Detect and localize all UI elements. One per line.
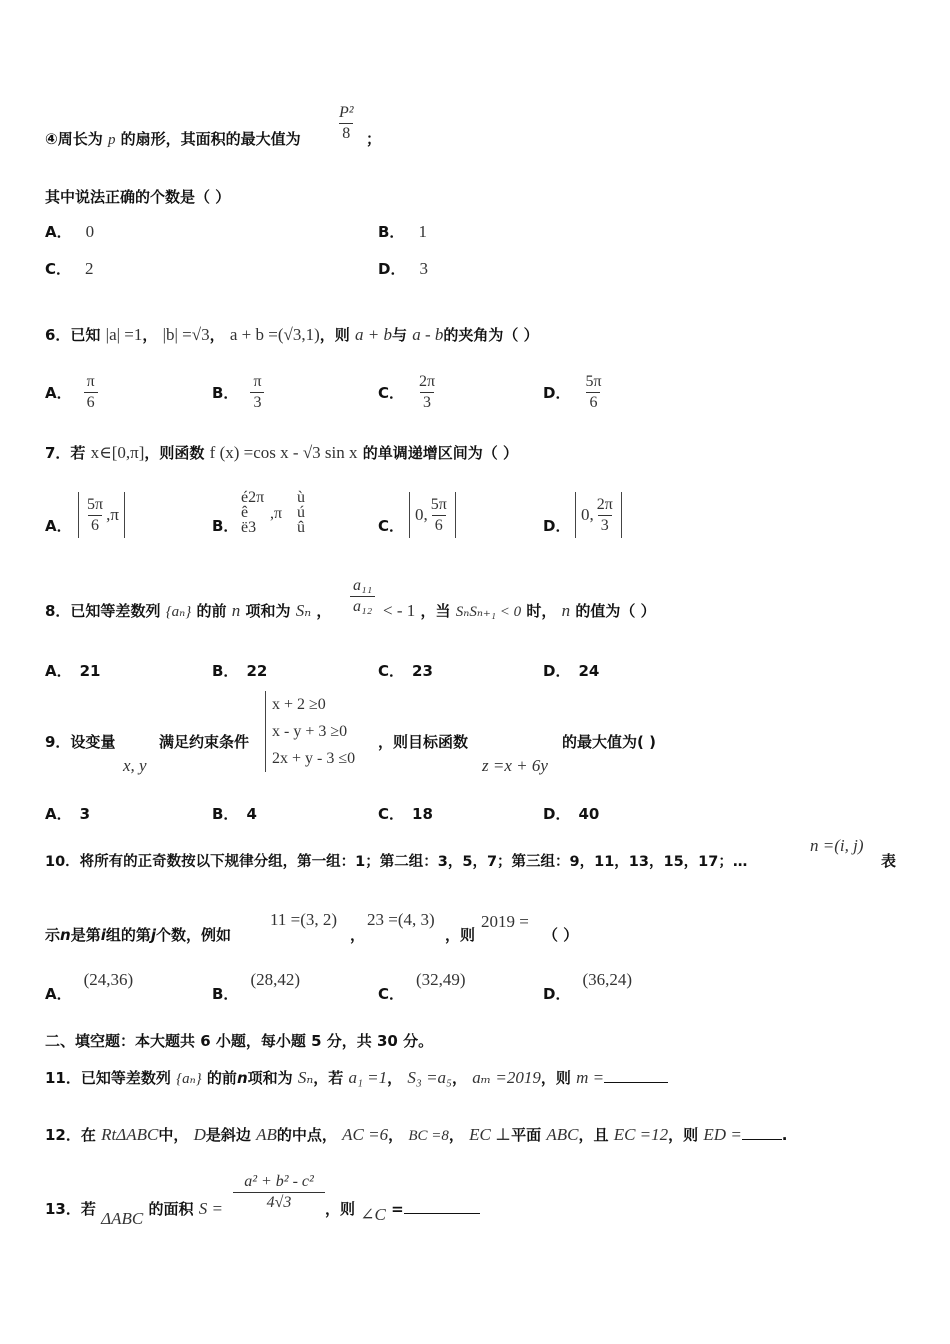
- item4-end: ；: [366, 130, 382, 148]
- q13-stem-a: 13．若 ΔABC 的面积 S =: [45, 1199, 223, 1228]
- q10-line2: 示n是第i组的第j个数，例如: [45, 926, 232, 944]
- q6-abs-b: |b| =√3: [162, 325, 210, 344]
- q6-option-d[interactable]: D． $\frac{5\pi}{6}$: [543, 373, 602, 411]
- q12-answer-blank[interactable]: [742, 1139, 782, 1140]
- q9-option-b[interactable]: B． 4: [212, 805, 257, 823]
- q6-option-b[interactable]: B． $\frac{\pi}{3}$: [212, 372, 265, 413]
- q10-option-b[interactable]: B．(28,42): [212, 970, 301, 1003]
- q7-option-b[interactable]: é2π ê ë3: [241, 489, 265, 536]
- item4-fraction: $\frac{\text{P²}}{8}$: [339, 104, 354, 142]
- option-d[interactable]: D． 3: [378, 259, 428, 278]
- q9-objective: z =x + 6y: [482, 756, 548, 775]
- q10-option-c[interactable]: C．(32,49): [378, 970, 466, 1003]
- question-count-stem: 其中说法正确的个数是（ ）: [45, 188, 231, 206]
- q10-question: 2019 =: [481, 912, 529, 931]
- option-a[interactable]: A． 0: [45, 222, 95, 241]
- q6-option-a[interactable]: A． $\frac{\pi}{6}$: [45, 372, 98, 413]
- q8-option-c[interactable]: C． 23: [378, 662, 433, 680]
- q8-option-b[interactable]: B． 22: [212, 662, 268, 680]
- section-heading: 二、填空题：本大题共 6 小题，每小题 5 分，共 30 分。: [45, 1032, 434, 1050]
- q8-option-d[interactable]: D． 24: [543, 662, 600, 680]
- q13-fraction: $\frac{\text{a² + b² - c²}}{4√3}$: [233, 1172, 325, 1213]
- option-c[interactable]: C． 2: [45, 259, 94, 278]
- q9-num: 9．设变量: [45, 733, 116, 751]
- q9-option-d[interactable]: D． 40: [543, 805, 600, 823]
- q7-function: f (x) =cos x - √3 sin x: [209, 443, 358, 462]
- q8-fraction: $\frac{\text{a₁₁}}{\text{a₁₂}}$: [350, 576, 375, 617]
- q11-answer-blank[interactable]: [604, 1082, 668, 1083]
- q6-stem: 6．已知 |a| =1， |b| =√3， a + b =(√3,1)，则 a + b与 a - b的夹角为（ ）: [45, 325, 539, 344]
- option-b[interactable]: B． 1: [378, 222, 427, 241]
- q7-option-a[interactable]: $\frac{5\pi}{6}$ ,π: [78, 492, 125, 538]
- q7-option-c-label[interactable]: C．: [378, 517, 405, 535]
- item4-mid: 的扇形，其面积的最大值为: [120, 130, 301, 148]
- q6-vector-sum: a + b =(√3,1): [229, 325, 320, 344]
- q8-option-a[interactable]: A． 21: [45, 662, 101, 680]
- q9-vars: x, y: [123, 756, 147, 775]
- q7-option-b-label[interactable]: B．: [212, 517, 239, 535]
- q9-constraints: x + 2 ≥0 x - y + 3 ≥0 2x + y - 3 ≤0: [265, 691, 355, 772]
- item4-line: [45, 128, 301, 149]
- q12-stem: 12．在 RtΔABC中， D是斜边 AB的中点， AC =6， BC =8， EC ⊥平面 ABC，且 EC =12，则 ED = .: [45, 1125, 788, 1144]
- q7-option-c[interactable]: 0, $\frac{5\pi}{6}$: [409, 492, 456, 538]
- q8-stem-b: < - 1 ，当 SₙSₙ₊₁ < 0 时， n 的值为（ ）: [383, 601, 656, 620]
- item4-label: ④周长为: [45, 130, 103, 148]
- q13-stem-b: ，则 ∠C =: [325, 1198, 480, 1219]
- q6-option-c[interactable]: C． $\frac{2\pi}{3}$: [378, 373, 436, 411]
- q7-stem: 7．若 x∈[0,π]，则函数 f (x) =cos x - √3 sin x 的单调递增区间为（ ）: [45, 443, 518, 462]
- q9-option-c[interactable]: C． 18: [378, 805, 433, 823]
- q10-option-d[interactable]: D．(36,24): [543, 970, 633, 1003]
- q11-stem: 11．已知等差数列 {aₙ} 的前n项和为 Sₙ，若 a₁ =1， S₃ =a₅， aₘ =2019，则 m =: [45, 1067, 668, 1088]
- q7-option-b-right: ù ú û: [297, 489, 305, 536]
- q8-stem-a: 8．已知等差数列 {aₙ} 的前 n 项和为 Sₙ ，: [45, 601, 332, 620]
- q10-pair: n =(i, j): [810, 836, 864, 855]
- q7-option-a-label[interactable]: A．: [45, 517, 72, 535]
- q13-answer-blank[interactable]: [404, 1213, 480, 1214]
- q6-abs-a: |a| =1: [105, 325, 143, 344]
- q9-option-a[interactable]: A． 3: [45, 805, 91, 823]
- q10-line1: 10．将所有的正奇数按以下规律分组，第一组：1；第二组：3，5，7；第三组：9，11，13，15，17；…: [45, 854, 748, 870]
- var-p: p: [107, 132, 116, 148]
- q10-option-a[interactable]: A．(24,36): [45, 970, 134, 1003]
- q10-example-2: 23 =(4, 3): [367, 910, 435, 929]
- q7-option-d-label[interactable]: D．: [543, 517, 571, 535]
- q10-example-1: 11 =(3, 2): [270, 910, 338, 929]
- q7-option-d[interactable]: 0, $\frac{2\pi}{3}$: [575, 492, 622, 538]
